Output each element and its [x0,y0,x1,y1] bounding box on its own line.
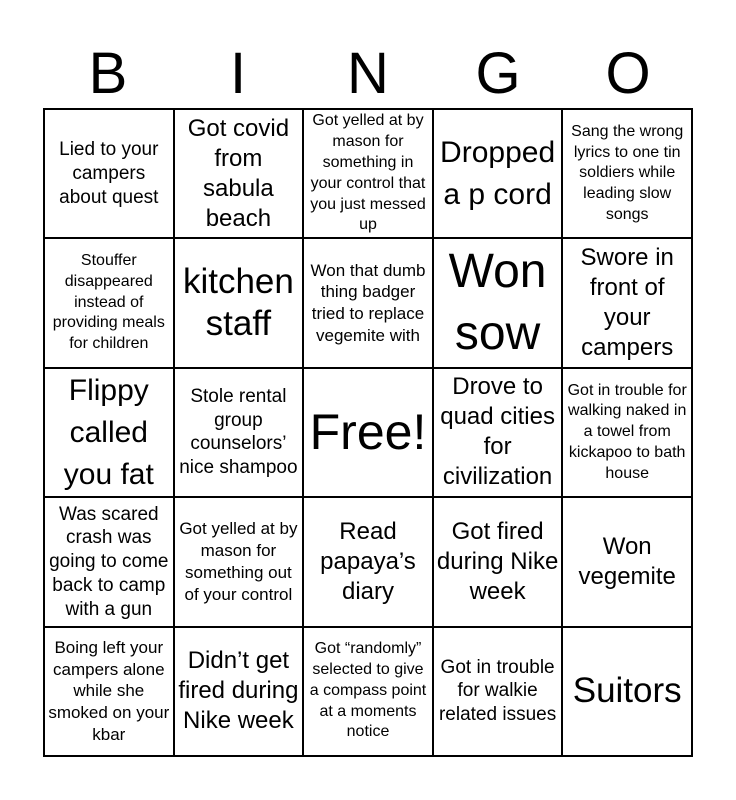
bingo-cell[interactable] [433,238,563,367]
cell-text: Read papaya’s diary [320,517,416,605]
cell-text: Sang the wrong lyrics to one tin soldiers while leading slow songs [571,122,684,223]
bingo-cell[interactable] [44,627,174,756]
bingo-cell[interactable] [303,627,433,756]
bingo-header [43,40,693,108]
header-letter-n: N [347,41,389,106]
bingo-cell[interactable] [174,368,304,497]
bingo-cell[interactable] [562,368,692,497]
cell-text: Lied to your campers about quest [59,139,159,208]
cell-text: Was scared crash was going to come back to camp with a gun [49,503,169,620]
header-letter-i: I [229,41,247,106]
bingo-cell[interactable] [433,497,563,626]
cell-text: Flippy called you fat [63,373,154,491]
bingo-cell[interactable] [44,238,174,367]
cell-text: Stole rental group counselors’ nice shampoo [179,385,298,479]
cell-text: Won sow [448,244,547,361]
cell-text: Got “randomly” selected to give a compass point at a moments notice [309,640,427,741]
cell-text: Got in trouble for walking naked in a towel from kickapoo to bath house [567,381,687,482]
cell-text: Dropped a p cord [440,135,556,211]
cell-text: Got yelled at by mason for something in your control that you just messed up [310,112,426,234]
cell-text: Got covid from sabula beach [187,114,290,232]
bingo-cell[interactable] [562,627,692,756]
cell-text: Got in trouble for walkie related issues [438,656,557,726]
bingo-cell[interactable] [433,109,563,238]
header-letter-o: O [605,41,651,106]
bingo-cell[interactable] [174,627,304,756]
cell-text: kitchen staff [182,262,294,344]
cell-text: Won that dumb thing badger tried to replace vegemite with [310,260,426,345]
cell-text: Stouffer disappeared instead of providing meals for children [52,252,165,353]
cell-text: Won vegemite [578,532,676,590]
cell-text: Didn’t get fired during Nike week [178,647,299,735]
bingo-cell[interactable] [44,109,174,238]
free-space-cell[interactable] [303,368,433,497]
cell-text: Got yelled at by mason for something out of your control [179,519,298,604]
bingo-cell[interactable] [433,368,563,497]
bingo-cell[interactable] [303,109,433,238]
cell-text: Drove to quad cities for civilization [440,373,555,491]
bingo-cell[interactable] [174,109,304,238]
bingo-cell[interactable] [303,238,433,367]
cell-text: Swore in front of your campers [580,244,674,362]
bingo-cell[interactable] [303,497,433,626]
bingo-cell[interactable] [562,238,692,367]
cell-text: Boing left your campers alone while she smoked on your kbar [48,637,170,744]
cell-text: Suitors [572,671,682,711]
bingo-cell[interactable] [44,368,174,497]
header-letter-b: B [88,41,128,106]
bingo-cell[interactable] [174,497,304,626]
bingo-cell[interactable] [562,497,692,626]
bingo-cell[interactable] [174,238,304,367]
bingo-cell[interactable] [44,497,174,626]
bingo-board [43,108,693,757]
header-letter-g: G [475,41,521,106]
free-space-text: Free! [309,403,427,460]
bingo-cell[interactable] [562,109,692,238]
bingo-cell[interactable] [433,627,563,756]
cell-text: Got fired during Nike week [436,517,559,605]
